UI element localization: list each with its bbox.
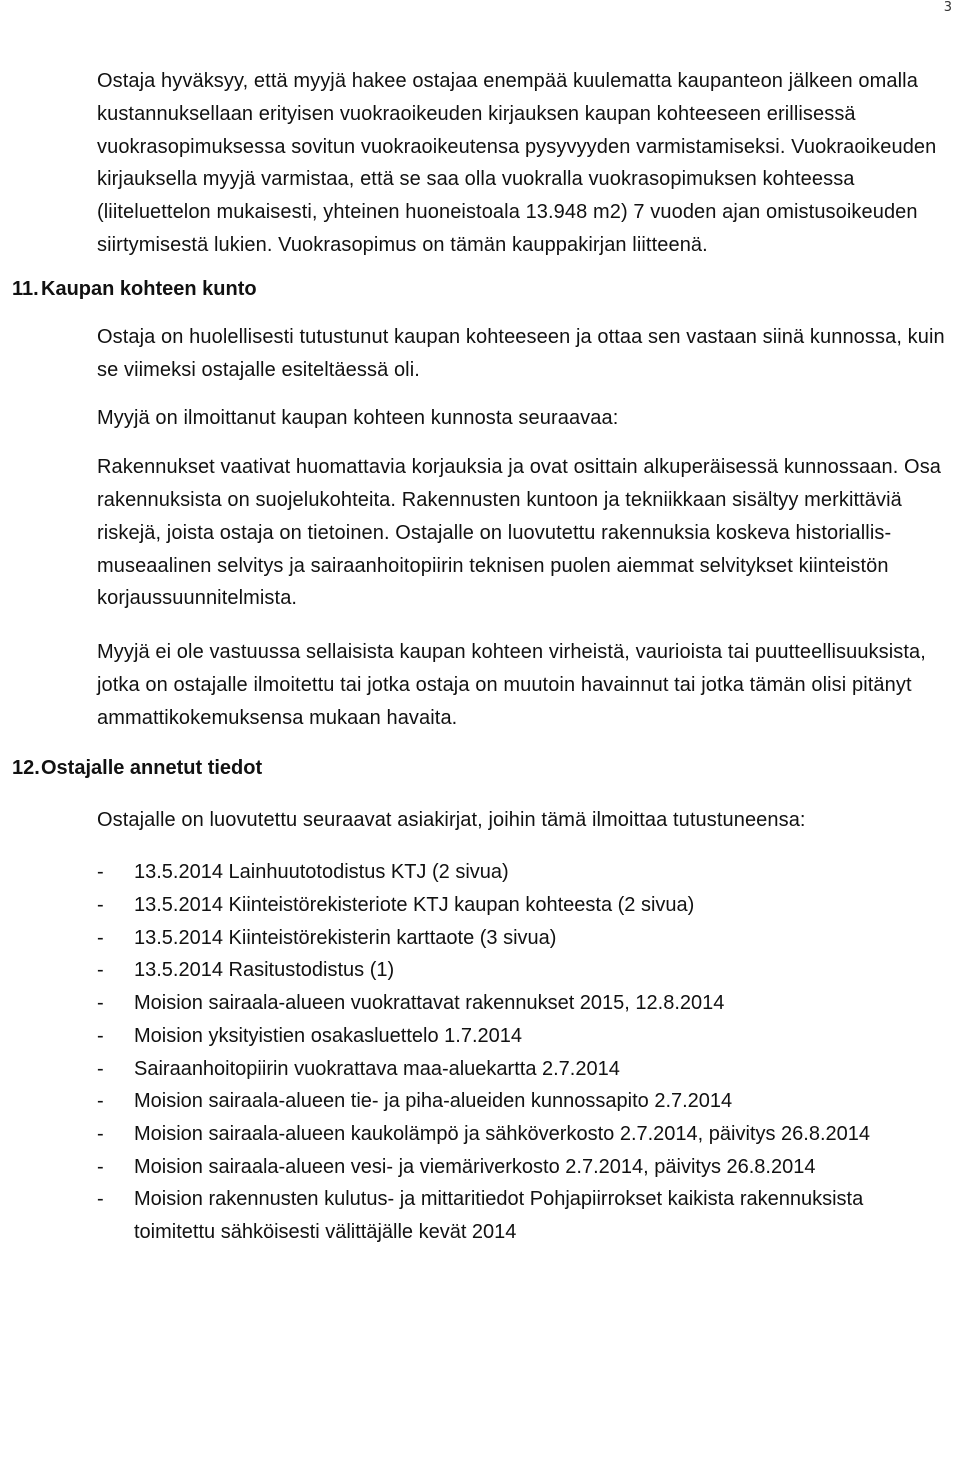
section-title: Ostajalle annetut tiedot bbox=[41, 756, 263, 779]
section-number: 11. bbox=[12, 277, 39, 300]
list-item-text: Moision yksityistien osakasluettelo 1.7.2014 bbox=[134, 1024, 522, 1047]
list-item bbox=[97, 856, 959, 889]
list-dash: - bbox=[97, 1155, 104, 1178]
list-item bbox=[97, 1183, 959, 1248]
list-dash: - bbox=[97, 992, 104, 1015]
list-dash: - bbox=[97, 926, 104, 949]
list-dash: - bbox=[97, 959, 104, 982]
page-number: 3 bbox=[943, 0, 952, 15]
document-list bbox=[97, 856, 959, 1248]
list-dash: - bbox=[97, 1024, 104, 1047]
list-item-text: Sairaanhoitopiirin vuokrattava maa-aluekartta 2.7.2014 bbox=[134, 1057, 620, 1080]
list-item-text: 13.5.2014 Kiinteistörekisterin karttaote (3 sivua) bbox=[134, 926, 557, 949]
list-item bbox=[97, 889, 959, 922]
section-heading-11 bbox=[12, 273, 959, 305]
list-item-text: 13.5.2014 Rasitustodistus (1) bbox=[134, 959, 395, 982]
list-item-text: Moision sairaala-alueen kaukolämpö ja sähköverkosto 2.7.2014, päivitys 26.8.2014 bbox=[134, 1122, 871, 1145]
list-item-text: Moision sairaala-alueen tie- ja piha-alueiden kunnossapito 2.7.2014 bbox=[134, 1090, 733, 1113]
list-dash: - bbox=[97, 1188, 104, 1211]
list-item bbox=[97, 1085, 959, 1118]
list-item-text: Moision rakennusten kulutus- ja mittaritiedot Pohjapiirrokset kaikista rakennuksista toimitettu sähköisesti välittäjälle kevät 2014 bbox=[134, 1188, 864, 1244]
intro-paragraph: Ostaja hyväksyy, että myyjä hakee ostajaa enempää kuulematta kaupanteon jälkeen omalla kustannuksellaan erityisen vuokraoikeuden kirjauksen kaupan kohteeseen erillisessä vuokrasopimuksessa sovitun vuokraoikeutensa pysyvyyden varmistamiseksi. Vuokraoikeuden kirjauksella myyjä varmistaa, että se saa olla vuokralla vuokrasopimuksen kohteessa (liiteluettelon mukaisesti, yhteinen huoneistoala 13.948 m2) 7 vuoden ajan omistusoikeuden siirtymisestä lukien. Vuokrasopimus on tämän kauppakirjan liitteenä. bbox=[97, 70, 937, 256]
document-body bbox=[12, 65, 959, 1249]
list-item-text: 13.5.2014 Lainhuutotodistus KTJ (2 sivua) bbox=[134, 861, 509, 884]
section11-paragraph-1: Ostaja on huolellisesti tutustunut kaupan kohteeseen ja ottaa sen vastaan siinä kunnossa, kuin se viimeksi ostajalle esiteltäessä oli. bbox=[97, 325, 945, 381]
section11-paragraph-3: Rakennukset vaativat huomattavia korjauksia ja ovat osittain alkuperäisessä kunnossaan. Osa rakennuksista on suojelukohteita. Rakennusten kuntoon ja tekniikkaan sisältyy merkittäviä riskejä, joista ostaja on tietoinen. Ostajalle on luovutettu rakennuksia koskeva historiallis-museaalinen selvitys ja sairaanhoitopiirin teknisen puolen aiemmat selvitykset kiinteistön korjaussuunnitelmista. bbox=[97, 456, 942, 610]
section-heading-12 bbox=[12, 752, 959, 784]
list-item-text: Moision sairaala-alueen vesi- ja viemäriverkosto 2.7.2014, päivitys 26.8.2014 bbox=[134, 1155, 816, 1178]
list-item bbox=[97, 987, 959, 1020]
section11-paragraph-4: Myyjä ei ole vastuussa sellaisista kaupan kohteen virheistä, vaurioista tai puutteellisuuksista, jotka on ostajalle ilmoitettu tai jotka ostaja on muutoin havainnut tai jotka tämän olisi pitänyt ammattikokemuksensa mukaan havaita. bbox=[97, 641, 926, 729]
list-item bbox=[97, 954, 959, 987]
section-title: Kaupan kohteen kunto bbox=[41, 277, 257, 300]
list-item bbox=[97, 1118, 959, 1151]
list-item bbox=[97, 922, 959, 955]
section-number: 12. bbox=[12, 756, 40, 779]
list-item bbox=[97, 1020, 959, 1053]
list-item-text: Moision sairaala-alueen vuokrattavat rakennukset 2015, 12.8.2014 bbox=[134, 992, 725, 1015]
list-item bbox=[97, 1053, 959, 1086]
list-dash: - bbox=[97, 894, 104, 917]
section12-intro: Ostajalle on luovutettu seuraavat asiakirjat, joihin tämä ilmoittaa tutustuneensa: bbox=[97, 808, 806, 831]
list-dash: - bbox=[97, 1090, 104, 1113]
list-item-text: 13.5.2014 Kiinteistörekisteriote KTJ kaupan kohteesta (2 sivua) bbox=[134, 894, 695, 917]
list-dash: - bbox=[97, 861, 104, 884]
list-dash: - bbox=[97, 1122, 104, 1145]
section11-paragraph-2: Myyjä on ilmoittanut kaupan kohteen kunnosta seuraavaa: bbox=[97, 407, 619, 430]
list-item bbox=[97, 1151, 959, 1184]
list-dash: - bbox=[97, 1057, 104, 1080]
